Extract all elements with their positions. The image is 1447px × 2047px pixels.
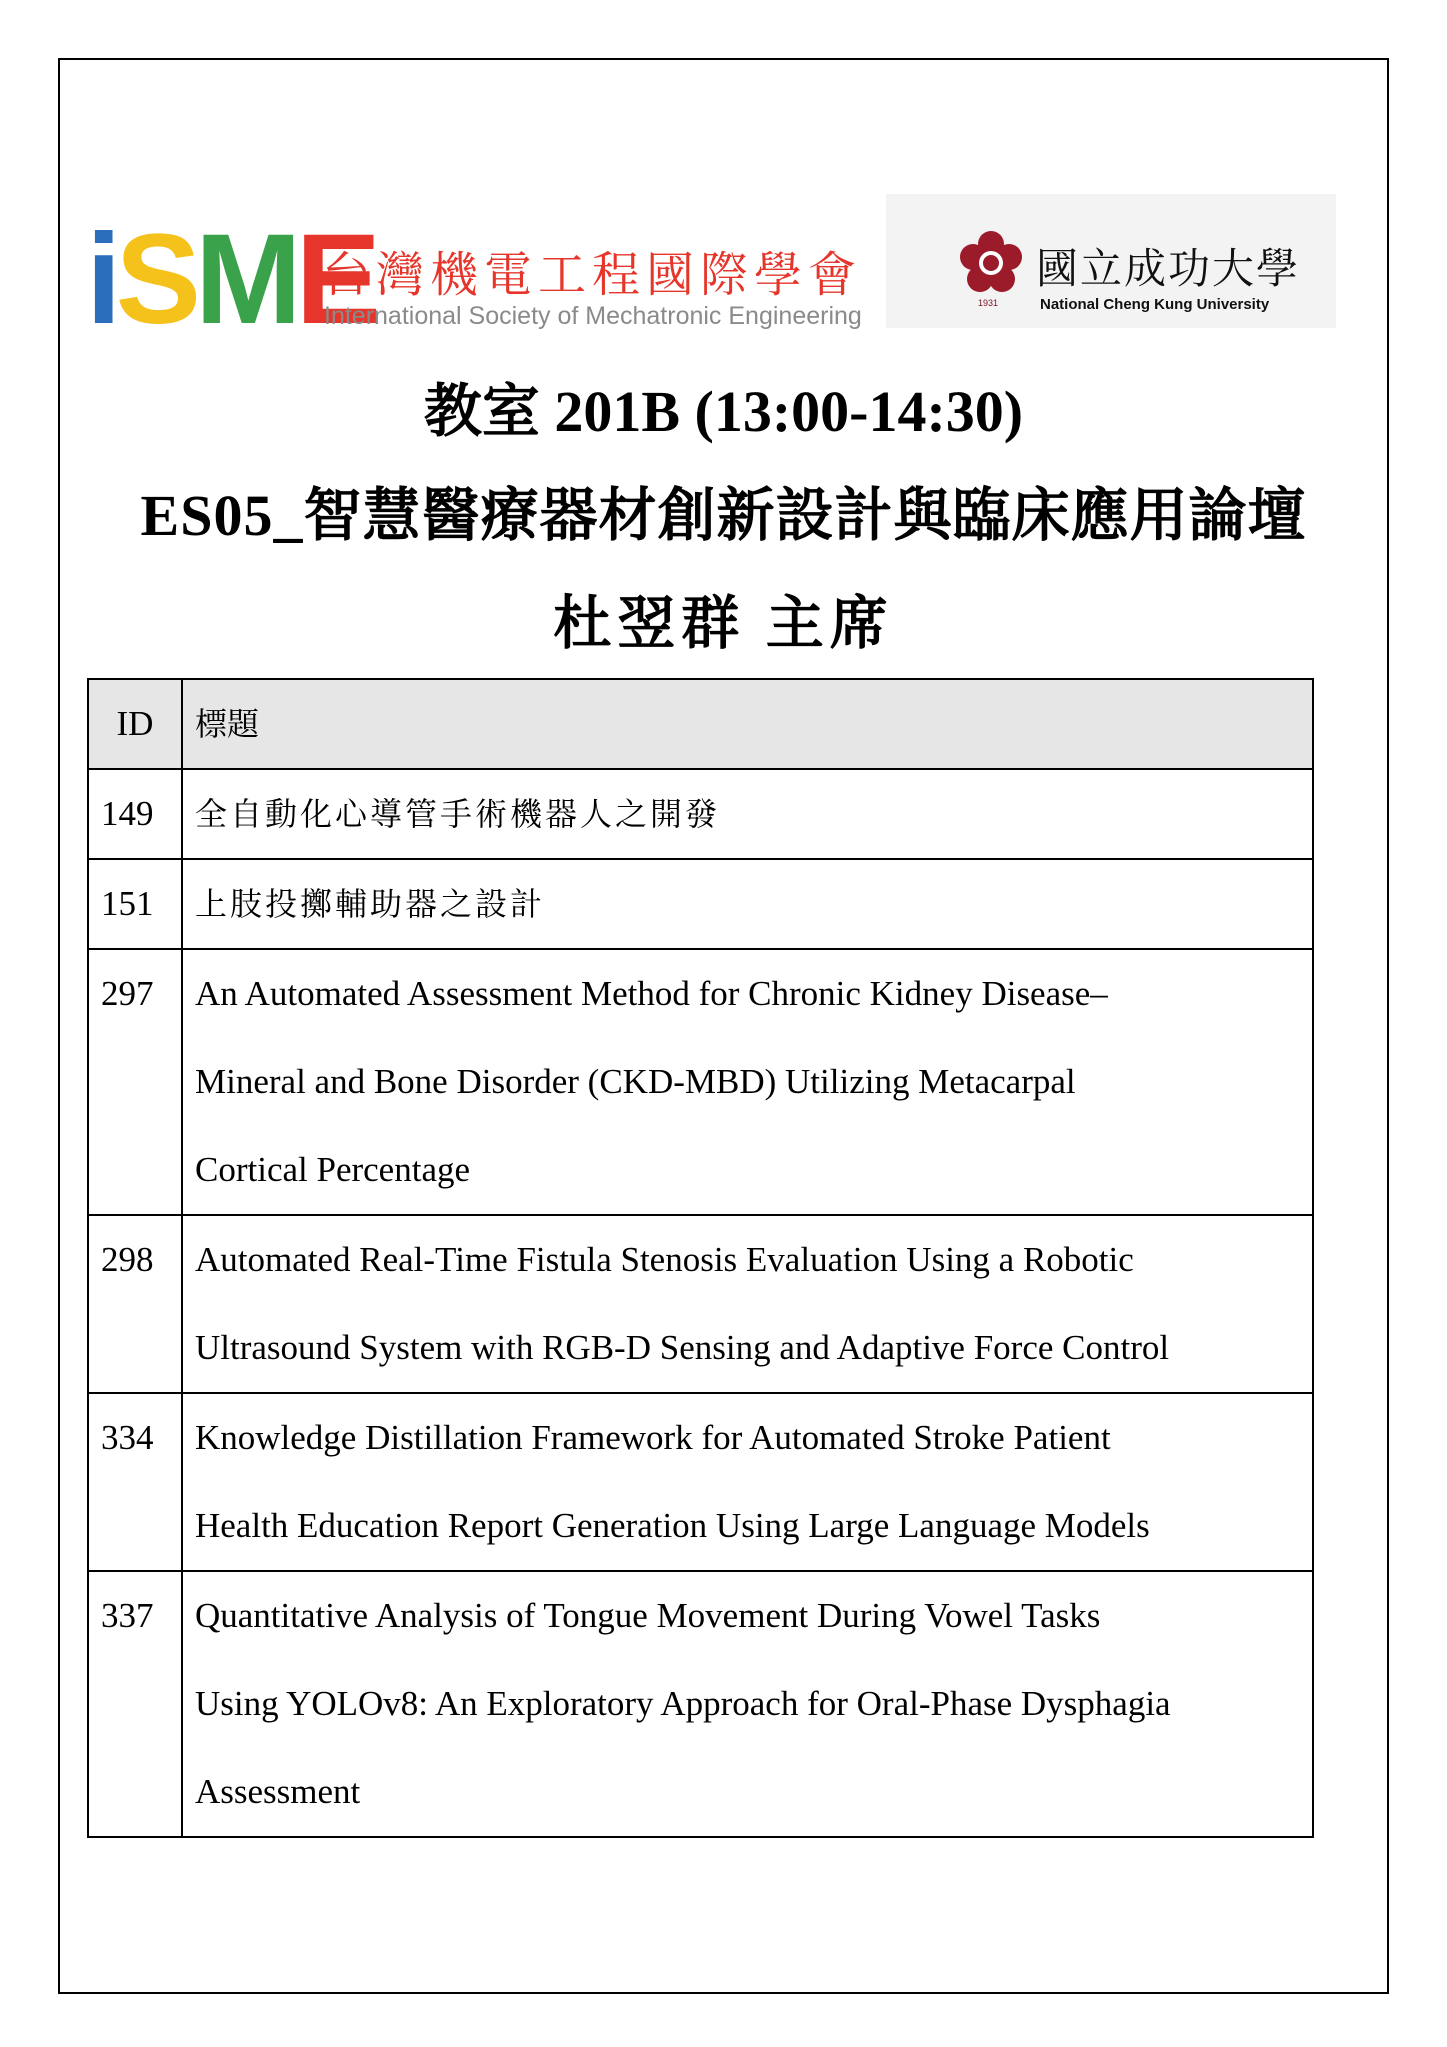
paper-title — [182, 769, 1313, 859]
paper-title — [182, 1215, 1313, 1393]
papers-table — [87, 678, 1314, 1838]
ncku-name-english: National Cheng Kung University — [1040, 296, 1270, 313]
table-row — [88, 769, 1313, 859]
ncku-logo — [886, 194, 1336, 328]
paper-title-line: An Automated Assessment Method for Chronic Kidney Disease– — [195, 974, 1108, 1013]
paper-title-line: Cortical Percentage — [195, 1150, 471, 1189]
table-header-row — [88, 679, 1313, 769]
paper-title-line: Automated Real-Time Fistula Stenosis Evaluation Using a Robotic — [195, 1240, 1134, 1279]
table-row — [88, 1393, 1313, 1571]
paper-title-line: Ultrasound System with RGB-D Sensing and Adaptive Force Control — [195, 1328, 1170, 1367]
isme-letter-e: E — [295, 208, 375, 351]
chair-heading: 杜翌群 主席 — [553, 591, 894, 656]
table-row — [88, 949, 1313, 1215]
paper-id: 151 — [88, 859, 182, 949]
title-column-header: 標題 — [182, 679, 1313, 769]
id-column-header: ID — [88, 679, 182, 769]
isme-letter-i: i — [86, 208, 116, 351]
table-row — [88, 1571, 1313, 1837]
paper-id: 149 — [88, 769, 182, 859]
isme-logo — [86, 208, 896, 351]
paper-title-line: Assessment — [195, 1772, 361, 1811]
paper-id: 297 — [88, 949, 182, 1215]
paper-title — [182, 859, 1313, 949]
table-row — [88, 859, 1313, 949]
paper-title-line: Mineral and Bone Disorder (CKD-MBD) Utilizing Metacarpal — [195, 1062, 1076, 1101]
paper-title-line: 上肢投擲輔助器之設計 — [195, 885, 546, 923]
isme-name-english: International Society of Mechatronic Engineering — [324, 302, 862, 330]
paper-id: 298 — [88, 1215, 182, 1393]
isme-letter-s: S — [115, 208, 195, 351]
paper-title-line: Health Education Report Generation Using Large Language Models — [195, 1506, 1150, 1545]
isme-name-chinese: 台灣機電工程國際學會 — [322, 247, 863, 303]
isme-letter-m: M — [194, 208, 296, 351]
table-row — [88, 1215, 1313, 1393]
paper-id: 337 — [88, 1571, 182, 1837]
ncku-founding-year: 1931 — [978, 298, 999, 308]
room-time-heading: 教室 201B (13:00-14:30) — [423, 379, 1024, 444]
session-heading: ES05_智慧醫療器材創新設計與臨床應用論壇 — [140, 483, 1307, 548]
ncku-name-chinese: 國立成功大學 — [1036, 244, 1301, 293]
paper-title-line: 全自動化心導管手術機器人之開發 — [195, 795, 721, 833]
paper-title-line: Knowledge Distillation Framework for Automated Stroke Patient — [195, 1418, 1111, 1457]
paper-title-line: Using YOLOv8: An Exploratory Approach for Oral-Phase Dysphagia — [195, 1684, 1171, 1723]
paper-title — [182, 1393, 1313, 1571]
paper-title-line: Quantitative Analysis of Tongue Movement During Vowel Tasks — [195, 1596, 1101, 1635]
paper-id: 334 — [88, 1393, 182, 1571]
ncku-plum-blossom-emblem-icon — [958, 230, 1024, 296]
paper-title — [182, 1571, 1313, 1837]
paper-title — [182, 949, 1313, 1215]
